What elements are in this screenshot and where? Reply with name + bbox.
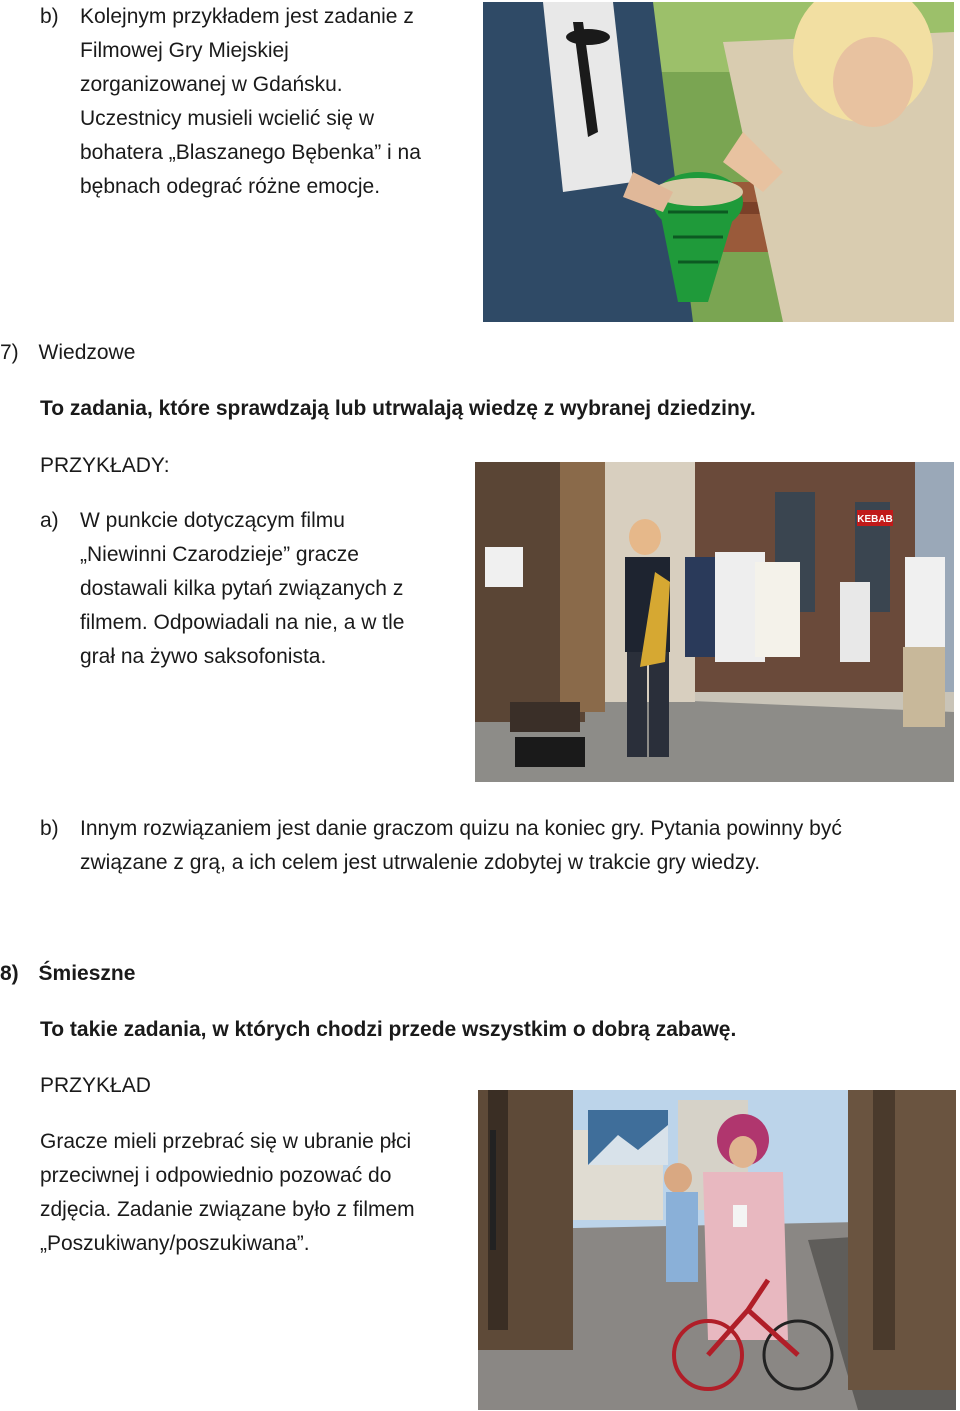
text-line: bębnach odegrać różne emocje. <box>80 175 381 198</box>
text-line: związane z grą, a ich celem jest utrwalenie zdobytej w trakcie gry wiedzy. <box>80 851 761 874</box>
examples-label: PRZYKŁADY: <box>40 454 170 477</box>
section-title: Wiedzowe <box>38 341 136 364</box>
photo-saxophonist <box>475 462 954 782</box>
example-label: PRZYKŁAD <box>40 1074 151 1097</box>
list-marker: b) <box>40 5 59 28</box>
paragraph <box>80 504 405 674</box>
section-7-item-b <box>40 812 930 882</box>
list-marker: a) <box>40 509 59 532</box>
section-7-item-a <box>40 504 460 679</box>
kebab-sign-text: KEBAB <box>857 514 893 525</box>
text-line: bohatera „Blaszanego Bębenka” i na <box>80 141 421 164</box>
text-line: „Poszukiwany/poszukiwana”. <box>40 1232 310 1255</box>
text-line: dostawali kilka pytań związanych z <box>80 577 404 600</box>
text-line: filmem. Odpowiadali na nie, a w tle <box>80 611 405 634</box>
section-7-heading <box>0 336 135 370</box>
text-line: Uczestnicy musieli wcielić się w <box>80 107 375 130</box>
section-b-drums <box>40 0 460 210</box>
section-8-heading <box>0 957 135 991</box>
section-7-description: To zadania, które sprawdzają lub utrwalają wiedzę z wybranej dziedziny. <box>40 397 756 420</box>
text-line: zdjęcia. Zadanie związane było z filmem <box>40 1198 415 1221</box>
text-line: Gracze mieli przebrać się w ubranie płci <box>40 1130 412 1153</box>
section-8-description: To takie zadania, w których chodzi przede wszystkim o dobrą zabawę. <box>40 1018 737 1041</box>
paragraph <box>80 0 421 204</box>
text-line: W punkcie dotyczącym filmu <box>80 509 345 532</box>
photo-costume-bicycle <box>478 1090 956 1410</box>
section-number: 8) <box>0 962 19 985</box>
text-line: zorganizowanej w Gdańsku. <box>80 73 343 96</box>
section-title: Śmieszne <box>38 962 136 985</box>
paragraph <box>80 812 842 880</box>
text-line: Kolejnym przykładem jest zadanie z <box>80 5 414 28</box>
text-line: Innym rozwiązaniem jest danie graczom quizu na koniec gry. Pytania powinny być <box>80 817 842 840</box>
section-number: 7) <box>0 341 19 364</box>
text-line: „Niewinni Czarodzieje” gracze <box>80 543 359 566</box>
text-line: przeciwnej i odpowiednio pozować do <box>40 1164 392 1187</box>
photo-drum-players <box>483 2 954 322</box>
text-line: Filmowej Gry Miejskiej <box>80 39 289 62</box>
text-line: grał na żywo saksofonista. <box>80 645 327 668</box>
list-marker: b) <box>40 817 59 840</box>
section-8-paragraph <box>40 1125 460 1261</box>
